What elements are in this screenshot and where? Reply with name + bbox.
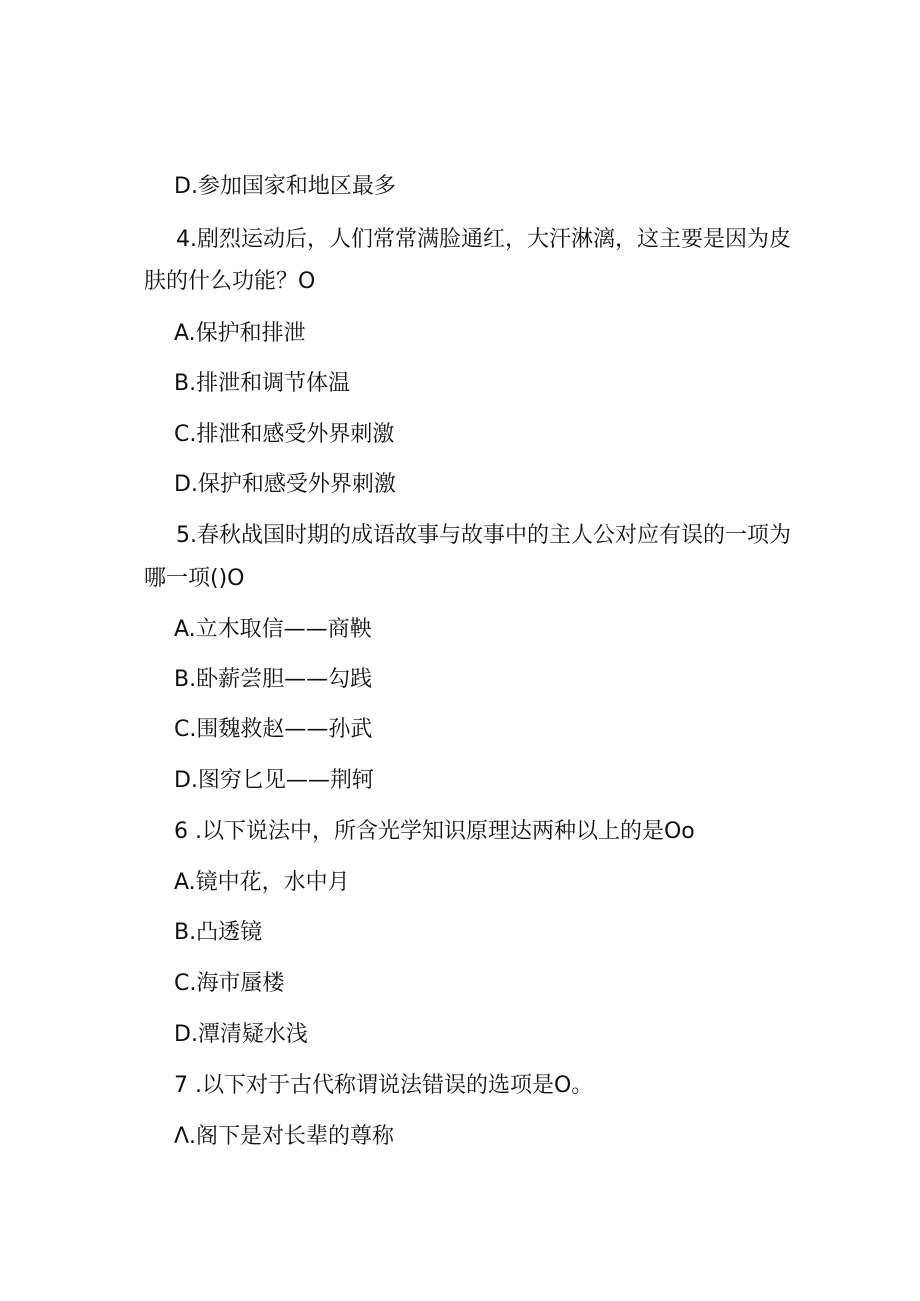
question-5-option-a: A.立木取信——商鞅 bbox=[174, 617, 372, 642]
question-5-stem-line-2: 哪一项()O bbox=[144, 566, 245, 591]
question-6-option-a: A.镜中花，水中月 bbox=[174, 870, 350, 895]
question-5-stem-line-1: 5.春秋战国时期的成语故事与故事中的主人公对应有误的一项为 bbox=[176, 523, 791, 548]
question-4-option-c: C.排泄和感受外界刺激 bbox=[174, 422, 395, 447]
question-4-option-d: D.保护和感受外界刺激 bbox=[174, 472, 396, 497]
question-7-option-a: Λ.阁下是对长辈的尊称 bbox=[174, 1124, 395, 1149]
question-5-option-d: D.图穷匕见——荆轲 bbox=[174, 768, 374, 793]
question-4-stem-line-2: 肤的什么功能？O bbox=[144, 269, 316, 294]
question-7-stem: 7 .以下对于古代称谓说法错误的选项是O。 bbox=[174, 1073, 594, 1098]
question-6-option-d: D.潭清疑水浅 bbox=[174, 1022, 308, 1047]
prev-question-option-d: D.参加国家和地区最多 bbox=[174, 174, 396, 199]
question-4-option-b: B.排泄和调节体温 bbox=[174, 371, 351, 396]
question-6-option-b: B.凸透镜 bbox=[174, 920, 263, 945]
question-5-option-c: C.围魏救赵——孙武 bbox=[174, 717, 373, 742]
question-5-option-b: B.卧薪尝胆——勾践 bbox=[174, 667, 373, 692]
question-6-stem: 6 .以下说法中，所含光学知识原理达两种以上的是Oo bbox=[174, 819, 695, 844]
question-4-option-a: A.保护和排泄 bbox=[174, 321, 306, 346]
question-4-stem-line-1: 4.剧烈运动后，人们常常满脸通红，大汗淋漓，这主要是因为皮 bbox=[176, 227, 791, 252]
question-6-option-c: C.海市蜃楼 bbox=[174, 971, 285, 996]
